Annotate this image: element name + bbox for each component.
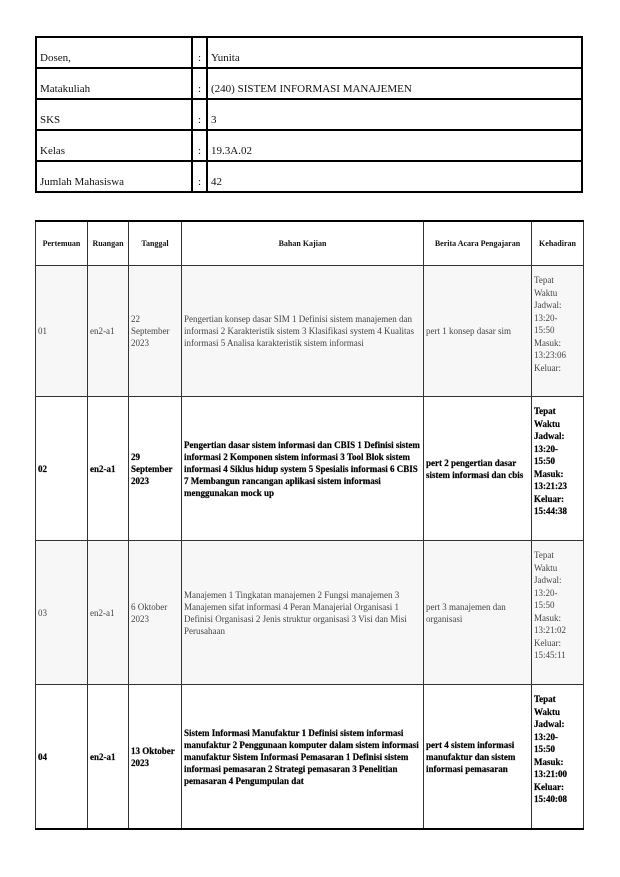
- kehadiran-line: 15:50: [534, 744, 555, 754]
- kehadiran-line: Keluar:: [534, 637, 561, 648]
- cell-pertemuan: 04: [36, 685, 88, 830]
- info-row-dosen: [36, 37, 582, 68]
- cell-kehadiran: [532, 266, 584, 397]
- kehadiran-line: Keluar:: [534, 781, 564, 792]
- header-tanggal: Tanggal: [129, 221, 182, 266]
- table-row: [36, 266, 584, 397]
- kehadiran-line: Tepat: [534, 406, 556, 416]
- cell-bahan-kajian: Sistem Informasi Manufaktur 1 Definisi sistem informasi manufaktur 2 Penggunaan komputer dalam sistem informasi manufaktur Sistem Informasi Pemasaran 1 Definisi sistem informasi pemasaran 2 Strategi pemasaran 3 Penelitian pemasaran 4 Pengumpulan dat: [182, 685, 424, 830]
- kehadiran-line: 13:20-: [534, 312, 558, 323]
- kehadiran-line: 13:20-: [534, 731, 558, 742]
- cell-berita-acara: pert 3 manajemen dan organisasi: [424, 541, 532, 685]
- info-colon: :: [192, 68, 207, 99]
- kehadiran-line: Masuk:: [534, 756, 564, 767]
- info-label: SKS: [36, 99, 192, 130]
- page-cut-divider: [35, 803, 584, 809]
- kehadiran-line: 13:21:00: [534, 769, 567, 779]
- cell-ruangan: en2-a1: [88, 685, 129, 830]
- cell-bahan-kajian: Pengertian dasar sistem informasi dan CBIS 1 Definisi sistem informasi 2 Komponen sistem informasi 3 Tool Blok sistem informasi 4 Siklus hidup system 5 Spesialis informasi 6 CBIS 7 Membangun rancangan aplikasi sistem informasi menggunakan mock up: [182, 397, 424, 541]
- cell-tanggal: 6 Oktober 2023: [129, 541, 182, 685]
- course-info-table: [35, 36, 583, 193]
- kehadiran-line: 13:21:23: [534, 481, 567, 491]
- kehadiran-line: 13:23:06: [534, 350, 567, 360]
- cell-tanggal: 13 Oktober 2023: [129, 685, 182, 830]
- header-kehadiran: Kehadiran: [532, 221, 584, 266]
- info-row-matakuliah: [36, 68, 582, 99]
- cell-kehadiran: [532, 541, 584, 685]
- info-colon: :: [192, 37, 207, 68]
- kehadiran-line: Waktu: [534, 287, 558, 298]
- cell-bahan-kajian: Pengertian konsep dasar SIM 1 Definisi sistem manajemen dan informasi 2 Karakteristik sistem 3 Klasifikasi system 4 Kualitas informasi 5 Analisa karakteristik sistem informasi: [182, 266, 424, 397]
- info-row-kelas: [36, 130, 582, 161]
- kehadiran-line: 15:50: [534, 600, 555, 610]
- table-row: [36, 397, 584, 541]
- kehadiran-line: 15:44:38: [534, 506, 567, 516]
- kehadiran-line: Jadwal:: [534, 300, 562, 310]
- kehadiran-line: Keluar:: [534, 493, 564, 504]
- info-value: (240) SISTEM INFORMASI MANAJEMEN: [207, 68, 582, 99]
- kehadiran-line: 13:20-: [534, 587, 558, 598]
- cell-pertemuan: 01: [36, 266, 88, 397]
- info-value: 3: [207, 99, 582, 130]
- info-label: Jumlah Mahasiswa: [36, 161, 192, 192]
- info-label: Dosen,: [36, 37, 192, 68]
- header-pertemuan: Pertemuan: [36, 221, 88, 266]
- cell-berita-acara: pert 2 pengertian dasar sistem informasi dan cbis: [424, 397, 532, 541]
- info-colon: :: [192, 161, 207, 192]
- info-label: Matakuliah: [36, 68, 192, 99]
- kehadiran-line: 13:21:02: [534, 625, 567, 635]
- schedule-table: [35, 220, 584, 830]
- kehadiran-line: 15:40:08: [534, 794, 567, 804]
- info-row-jumlah-mahasiswa: [36, 161, 582, 192]
- kehadiran-line: Masuk:: [534, 337, 561, 348]
- kehadiran-line: 13:20-: [534, 443, 558, 454]
- info-colon: :: [192, 99, 207, 130]
- kehadiran-line: 15:50: [534, 325, 555, 335]
- cell-tanggal: 29 September 2023: [129, 397, 182, 541]
- kehadiran-line: Masuk:: [534, 468, 564, 479]
- kehadiran-line: 15:50: [534, 456, 555, 466]
- kehadiran-line: Jadwal:: [534, 575, 562, 585]
- kehadiran-line: Tepat: [534, 694, 556, 704]
- cell-pertemuan: 02: [36, 397, 88, 541]
- cell-pertemuan: 03: [36, 541, 88, 685]
- table-row: [36, 541, 584, 685]
- kehadiran-line: 15:45:11: [534, 650, 566, 660]
- cell-tanggal: 22 September 2023: [129, 266, 182, 397]
- cell-bahan-kajian: Manajemen 1 Tingkatan manajemen 2 Fungsi manajemen 3 Manajemen sifat informasi 4 Peran Manajerial Organisasi 1 Definisi Organisasi 2 Jenis struktur organisasi 3 Visi dan Misi Perusahaan: [182, 541, 424, 685]
- kehadiran-line: Waktu: [534, 706, 561, 717]
- header-berita-acara: Berita Acara Pengajaran: [424, 221, 532, 266]
- kehadiran-line: Tepat: [534, 275, 554, 285]
- info-label: Kelas: [36, 130, 192, 161]
- info-row-sks: [36, 99, 582, 130]
- kehadiran-line: Waktu: [534, 418, 561, 429]
- kehadiran-line: Waktu: [534, 562, 558, 573]
- header-ruangan: Ruangan: [88, 221, 129, 266]
- cell-ruangan: en2-a1: [88, 397, 129, 541]
- kehadiran-line: Keluar:: [534, 362, 561, 373]
- cell-berita-acara: pert 1 konsep dasar sim: [424, 266, 532, 397]
- cell-ruangan: en2-a1: [88, 266, 129, 397]
- table-header-row: [36, 221, 584, 266]
- kehadiran-line: Tepat: [534, 550, 554, 560]
- header-bahan-kajian: Bahan Kajian: [182, 221, 424, 266]
- info-colon: :: [192, 130, 207, 161]
- cell-berita-acara: pert 4 sistem informasi manufaktur dan sistem informasi pemasaran: [424, 685, 532, 830]
- kehadiran-line: Jadwal:: [534, 719, 565, 729]
- kehadiran-line: Jadwal:: [534, 431, 565, 441]
- cell-kehadiran: [532, 397, 584, 541]
- info-value: Yunita: [207, 37, 582, 68]
- info-value: 42: [207, 161, 582, 192]
- kehadiran-line: Masuk:: [534, 612, 561, 623]
- info-value: 19.3A.02: [207, 130, 582, 161]
- cell-ruangan: en2-a1: [88, 541, 129, 685]
